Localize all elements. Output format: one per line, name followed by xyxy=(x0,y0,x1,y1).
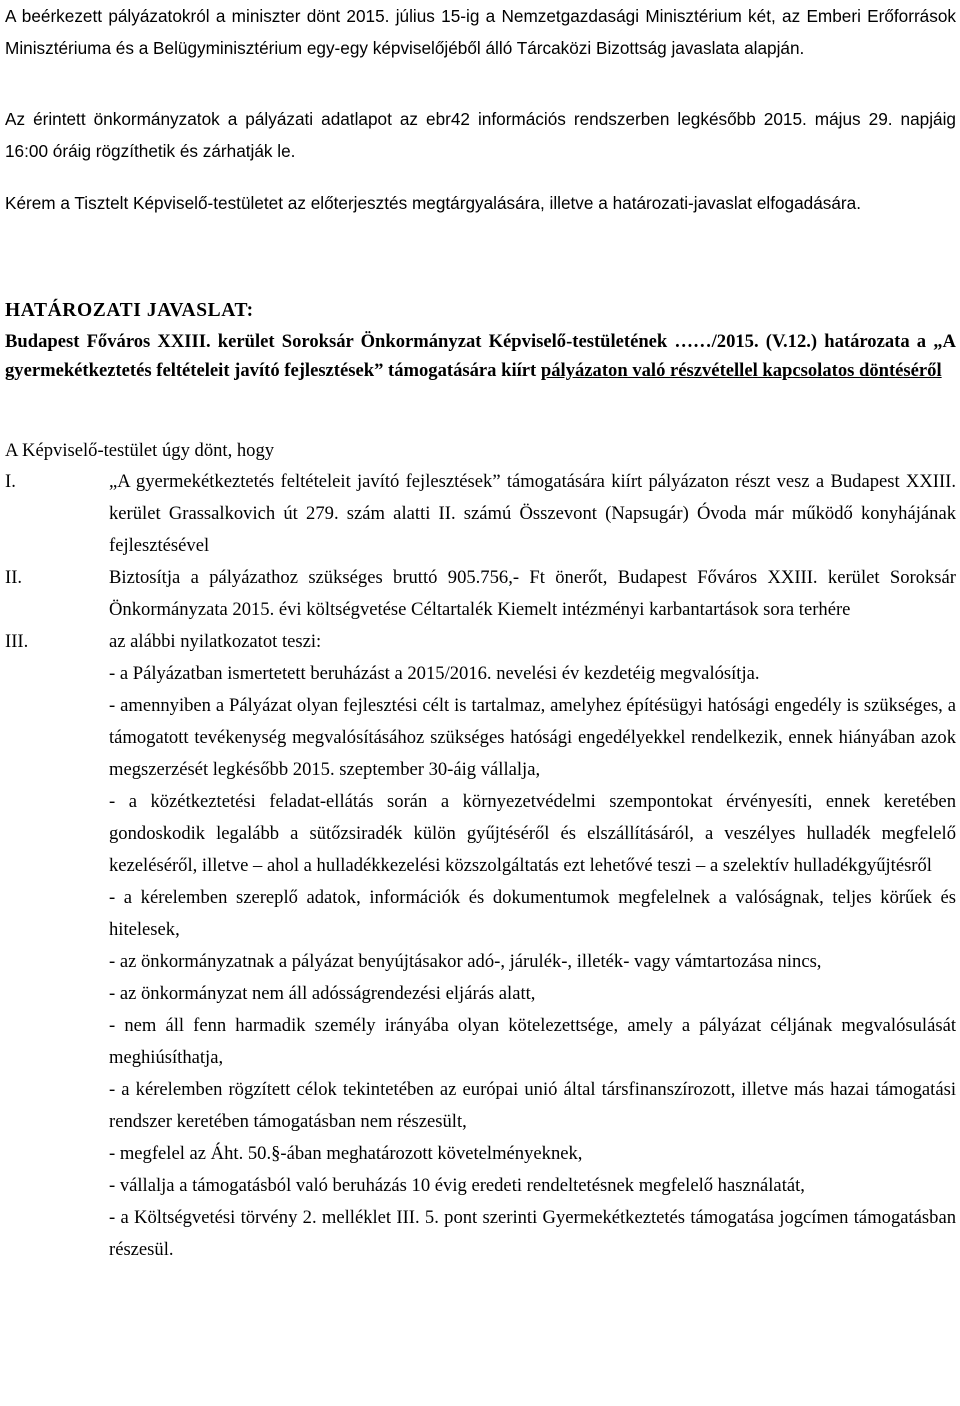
declaration-line: - a Költségvetési törvény 2. melléklet III. 5. pont szerinti Gyermekétkeztetés támogatása jogcímen támogatásban részesül. xyxy=(109,1207,956,1260)
resolution-title xyxy=(5,327,956,385)
declaration-line: - a kérelemben szereplő adatok, információk és dokumentumok megfelelnek a valóságnak, teljes körűek és hitelesek, xyxy=(109,887,956,940)
declaration-line: - az önkormányzat nem áll adósságrendezési eljárás alatt, xyxy=(109,983,536,1004)
item-body xyxy=(109,466,956,562)
item-body xyxy=(109,626,956,1266)
declaration-line: - az önkormányzatnak a pályázat benyújtásakor adó-, járulék-, illeték- vagy vámtartozása nincs, xyxy=(109,951,822,972)
request-paragraph: Kérem a Tisztelt Képviselő-testületet az előterjesztés megtárgyalására, illetve a határozati-javaslat elfogadására. xyxy=(5,193,861,213)
declaration-line: - a Pályázatban ismertetett beruházást a 2015/2016. nevelési év kezdetéig megvalósítja. xyxy=(109,663,760,684)
item-number: II. xyxy=(5,567,23,588)
resolution-items xyxy=(5,466,956,1266)
intro-paragraph: A beérkezett pályázatokról a miniszter dönt 2015. július 15-ig a Nemzetgazdasági Minisztérium két, az Emberi Erőforrások Minisztériuma és a Belügyminisztérium egy-egy képviselőjéből álló Tárcaközi Bizottság javaslata alapján. xyxy=(5,6,956,58)
item-body xyxy=(109,562,956,626)
declaration-line: - nem áll fenn harmadik személy irányába olyan kötelezettsége, amely a pályázat céljának megvalósulását meghiúsíthatja, xyxy=(109,1015,956,1068)
declaration-line: - a közétkeztetési feladat-ellátás során a környezetvédelmi szempontokat érvényesíti, ennek keretében gondoskodik legalább a sütőzsiradék külön gyűjtéséről és elszállításáról, a veszélyes hulladék megfelelő kezeléséről, illetve – ahol a hulladékkezelési közszolgáltatás ezt lehetővé teszi – a szelektív hulladékgyűjtésről xyxy=(109,791,956,876)
deadline-paragraph: Az érintett önkormányzatok a pályázati adatlapot az ebr42 információs rendszerben legkésőbb 2015. május 29. napjáig 16:00 óráig rögzíthetik és zárhatják le. xyxy=(5,109,956,161)
decides-line: A Képviselő-testület úgy dönt, hogy xyxy=(5,440,275,461)
declaration-line: - vállalja a támogatásból való beruházás 10 évig eredeti rendeltetésnek megfelelő használatát, xyxy=(109,1175,805,1196)
declaration-line: - a kérelemben rögzített célok tekintetében az európai unió által társfinanszírozott, illetve más hazai támogatási rendszer keretében támogatásban nem részesült, xyxy=(109,1079,956,1132)
resolution-item-1 xyxy=(5,466,956,562)
resolution-title-part1: Budapest Főváros XXIII. kerület Soroksár Önkormányzat Képviselő-testületének ……/2015. (V.12.) határozata a „A gyermekétkeztetés feltételeit javító fejlesztések” támogatására kiírt xyxy=(5,331,956,381)
resolution-title-part2: pályázaton való részvétellel kapcsolatos döntéséről xyxy=(540,360,942,381)
item-text: Biztosítja a pályázathoz szükséges bruttó 905.756,- Ft önerőt, Budapest Főváros XXIII. kerület Soroksár Önkormányzata 2015. évi költségvetése Céltartalék Kiemelt intézményi karbantartások sora terhére xyxy=(109,567,956,620)
item-number: III. xyxy=(5,631,29,652)
item-text: az alábbi nyilatkozatot teszi: xyxy=(109,631,322,652)
declaration-line: - megfelel az Áht. 50.§-ában meghatározott követelményeknek, xyxy=(109,1143,583,1164)
resolution-heading: HATÁROZATI JAVASLAT: xyxy=(5,300,254,321)
resolution-item-2 xyxy=(5,562,956,626)
resolution-item-3 xyxy=(5,626,956,1266)
item-text: „A gyermekétkeztetés feltételeit javító fejlesztések” támogatására kiírt pályázaton részt vesz a Budapest XXIII. kerület Grassalkovich út 279. szám alatti II. számú Összevont (Napsugár) Óvoda már működő konyhájának fejlesztésével xyxy=(109,471,956,556)
item-number: I. xyxy=(5,471,16,492)
declaration-line: - amennyiben a Pályázat olyan fejlesztési célt is tartalmaz, amelyhez építésügyi hatósági engedély is szükséges, a támogatott tevékenység megvalósításához szükséges hatósági engedélyekkel rendelkezik, ennek hiányában azok megszerzését legkésőbb 2015. szeptember 30-áig vállalja, xyxy=(109,695,956,780)
